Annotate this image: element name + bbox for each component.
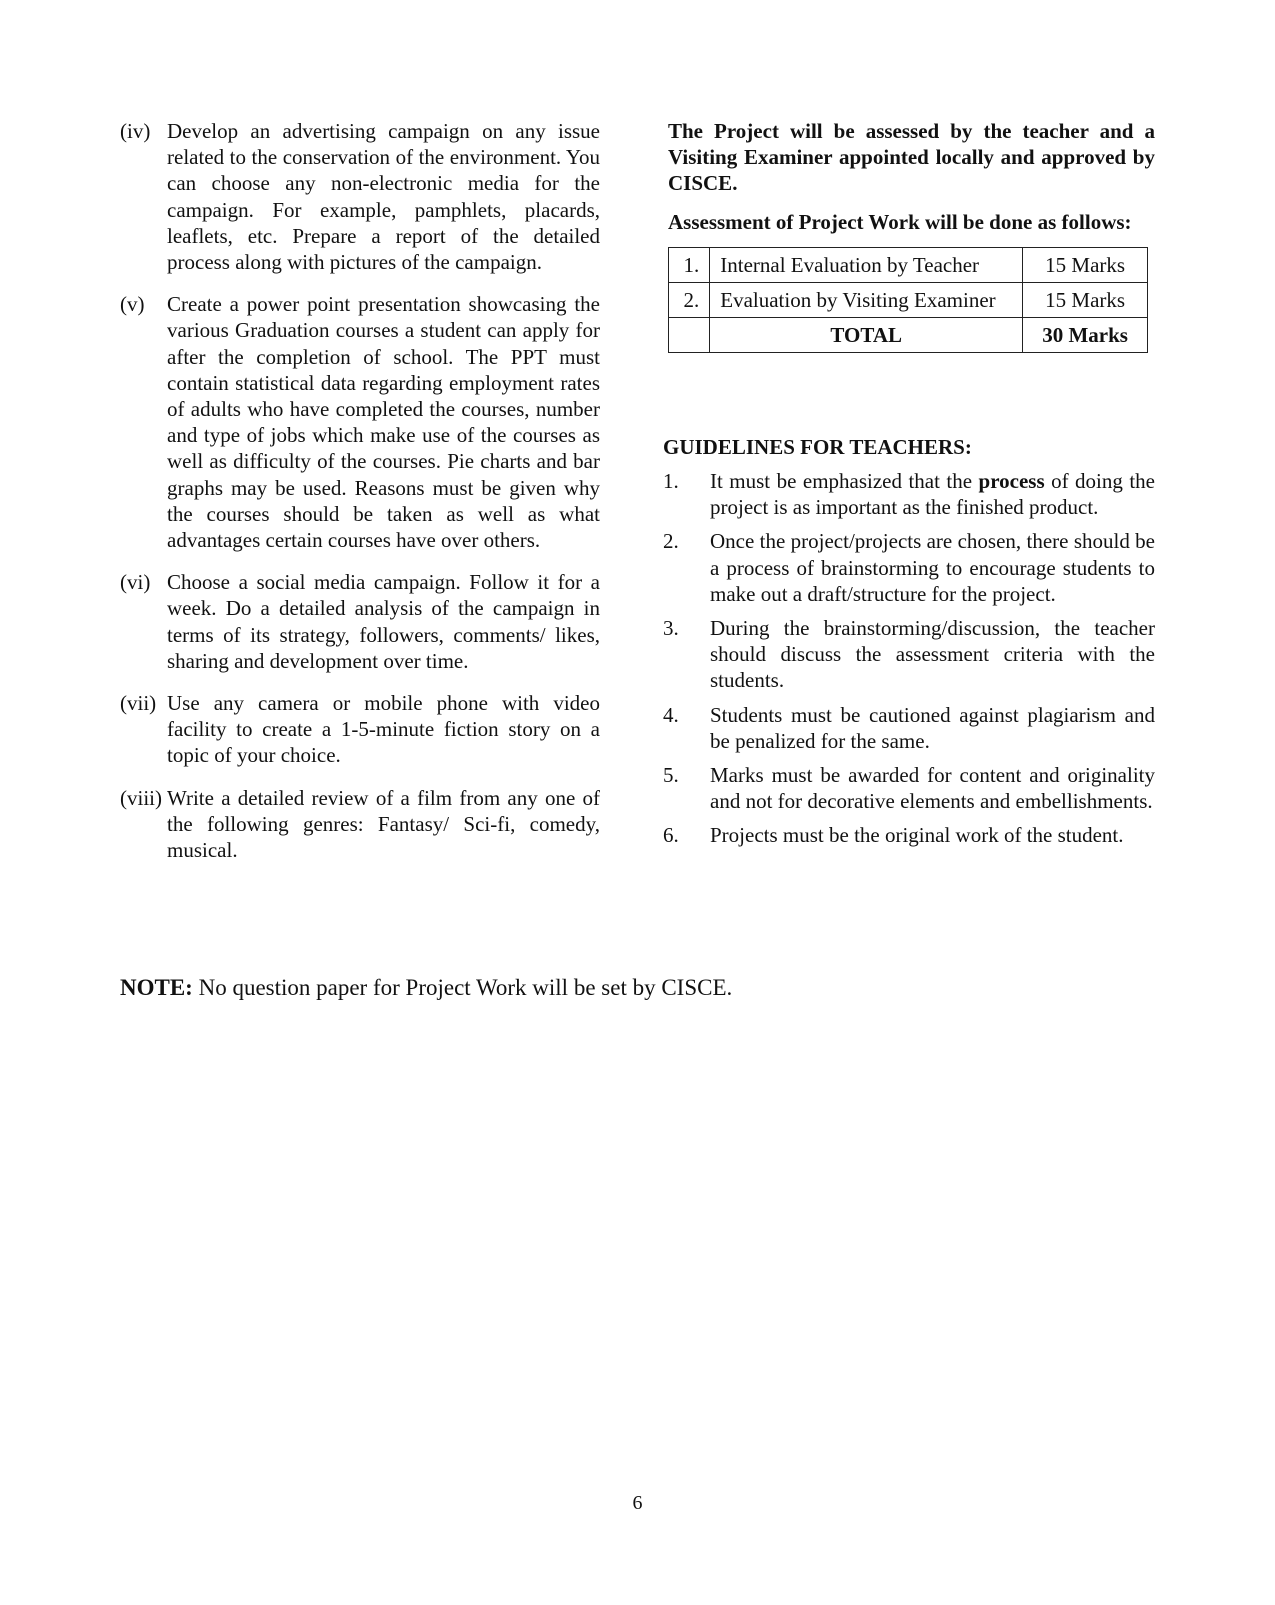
assessment-intro-paragraph: Assessment of Project Work will be done as follows: bbox=[668, 209, 1132, 234]
row-description: Internal Evaluation by Teacher bbox=[710, 247, 1023, 282]
project-item-vi bbox=[120, 569, 600, 674]
guideline-text: Projects must be the original work of the student. bbox=[710, 823, 1124, 848]
guideline-text: Students must be cautioned against plagiarism and be penalized for the same. bbox=[710, 702, 1155, 753]
page-number: 6 bbox=[632, 1492, 643, 1514]
item-number: (vii) bbox=[120, 691, 157, 716]
item-text: Use any camera or mobile phone with video facility to create a 1-5-minute fiction story on a topic of your choice. bbox=[167, 691, 600, 768]
guideline-item bbox=[663, 762, 1155, 814]
guideline-number: 5. bbox=[663, 763, 679, 788]
note bbox=[120, 973, 732, 1003]
guideline-item bbox=[663, 702, 1155, 754]
project-list bbox=[120, 118, 600, 879]
guidelines-list bbox=[663, 468, 1155, 857]
row-marks: 15 Marks bbox=[1023, 282, 1148, 317]
item-number: (v) bbox=[120, 292, 145, 317]
row-number: 1. bbox=[669, 247, 710, 282]
row-marks: 15 Marks bbox=[1023, 247, 1148, 282]
item-number: (vi) bbox=[120, 570, 151, 595]
total-label: TOTAL bbox=[710, 317, 1023, 352]
item-number: (viii) bbox=[120, 785, 162, 810]
guideline-text: Marks must be awarded for content and originality and not for decorative elements and embellishments. bbox=[710, 763, 1155, 814]
project-item-vii bbox=[120, 690, 600, 769]
guideline-number: 2. bbox=[663, 529, 679, 554]
guideline-item bbox=[663, 822, 1155, 848]
table-row bbox=[669, 247, 1148, 282]
item-number: (iv) bbox=[120, 119, 151, 143]
marks-table bbox=[668, 247, 1148, 353]
note-label: NOTE: bbox=[120, 975, 193, 1000]
item-text: Create a power point presentation showcasing the various Graduation courses a student can apply for after the completion of school. The PPT must contain statistical data regarding employment rates of adults who have completed the courses, number and type of jobs which make use of the courses as well as difficulty of the courses. Pie charts and bar graphs may be used. Reasons must be given why the courses should be taken as well as what advantages certain courses have over others. bbox=[167, 292, 600, 553]
emphasis: process bbox=[978, 469, 1045, 493]
guideline-number: 6. bbox=[663, 823, 679, 848]
total-marks: 30 Marks bbox=[1023, 317, 1148, 352]
item-text: Develop an advertising campaign on any issue related to the conservation of the environment. You can choose any non-electronic media for the campaign. For example, pamphlets, placards, leaflets, etc. Prepare a report of the detailed process along with pictures of the campaign. bbox=[167, 119, 600, 275]
project-item-viii bbox=[120, 785, 600, 864]
guideline-number: 3. bbox=[663, 616, 679, 641]
guideline-text: It must be emphasized that the process of doing the project is as important as the finished product. bbox=[710, 469, 1156, 520]
note-text: No question paper for Project Work will be set by CISCE. bbox=[192, 975, 733, 1000]
guideline-number: 4. bbox=[663, 702, 679, 727]
assessed-by-paragraph: The Project will be assessed by the teacher and a Visiting Examiner appointed locally and approved by CISCE. bbox=[668, 119, 1155, 196]
table-row bbox=[669, 282, 1148, 317]
project-item-v bbox=[120, 291, 600, 553]
assessment-section bbox=[668, 118, 1155, 353]
guideline-number: 1. bbox=[663, 469, 679, 493]
guideline-item bbox=[663, 468, 1155, 520]
row-description: Evaluation by Visiting Examiner bbox=[710, 282, 1023, 317]
guidelines-heading: GUIDELINES FOR TEACHERS: bbox=[663, 435, 972, 459]
item-text: Choose a social media campaign. Follow it for a week. Do a detailed analysis of the campaign in terms of its strategy, followers, comments/ likes, sharing and development over time. bbox=[167, 570, 600, 673]
row-number: 2. bbox=[669, 282, 710, 317]
table-total-row bbox=[669, 317, 1148, 352]
guideline-item bbox=[663, 528, 1155, 607]
guideline-item bbox=[663, 615, 1155, 694]
project-item-iv bbox=[120, 118, 600, 275]
total-empty-cell bbox=[669, 317, 710, 352]
guideline-text: Once the project/projects are chosen, there should be a process of brainstorming to encourage students to make out a draft/structure for the project. bbox=[710, 529, 1155, 606]
item-text: Write a detailed review of a film from any one of the following genres: Fantasy/ Sci-fi, comedy, musical. bbox=[167, 785, 600, 863]
guideline-text: During the brainstorming/discussion, the teacher should discuss the assessment criteria with the students. bbox=[710, 616, 1155, 693]
